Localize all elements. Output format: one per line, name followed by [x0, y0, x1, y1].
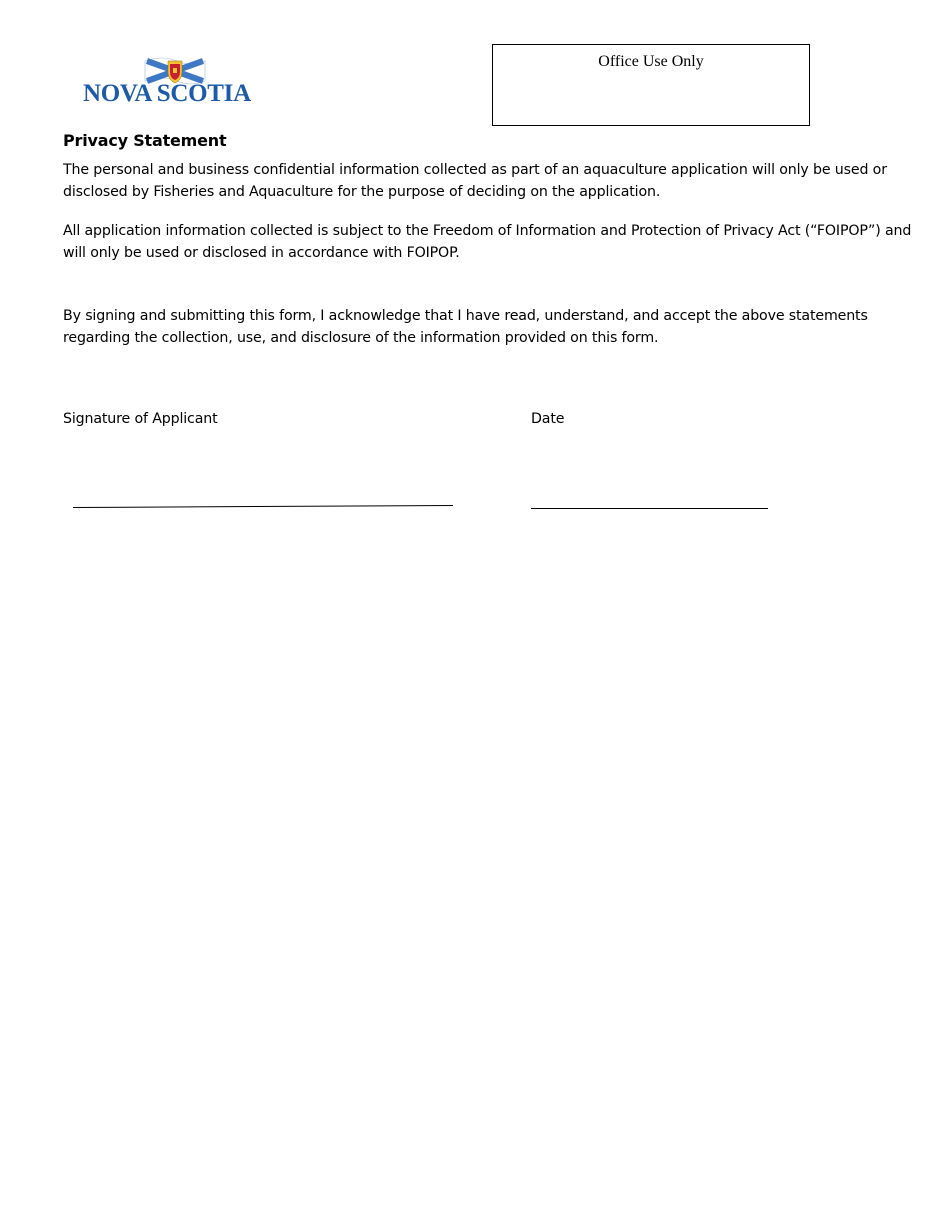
- signature-label: Signature of Applicant: [63, 411, 218, 427]
- date-label: Date: [531, 411, 565, 427]
- date-line[interactable]: [531, 508, 768, 509]
- privacy-statement-heading: Privacy Statement: [63, 131, 227, 150]
- office-use-only-label: Office Use Only: [598, 53, 704, 70]
- privacy-paragraph-1: The personal and business confidential information collected as part of an aquaculture application will only be used or disclosed by Fisheries and Aquaculture for the purpose of deciding on the application.: [63, 162, 887, 200]
- acknowledgement-paragraph: By signing and submitting this form, I acknowledge that I have read, understand, and accept the above statements regarding the collection, use, and disclosure of the information provided on this form.: [63, 308, 868, 346]
- signature-line[interactable]: [73, 505, 453, 508]
- nova-scotia-logo: [83, 55, 273, 111]
- privacy-paragraph-2: All application information collected is subject to the Freedom of Information and Protection of Privacy Act (“FOIPOP”) and will only be used or disclosed in accordance with FOIPOP.: [63, 223, 912, 261]
- logo-wordmark: NOVA SCOTIA: [83, 80, 251, 107]
- office-use-only-box: [492, 44, 810, 126]
